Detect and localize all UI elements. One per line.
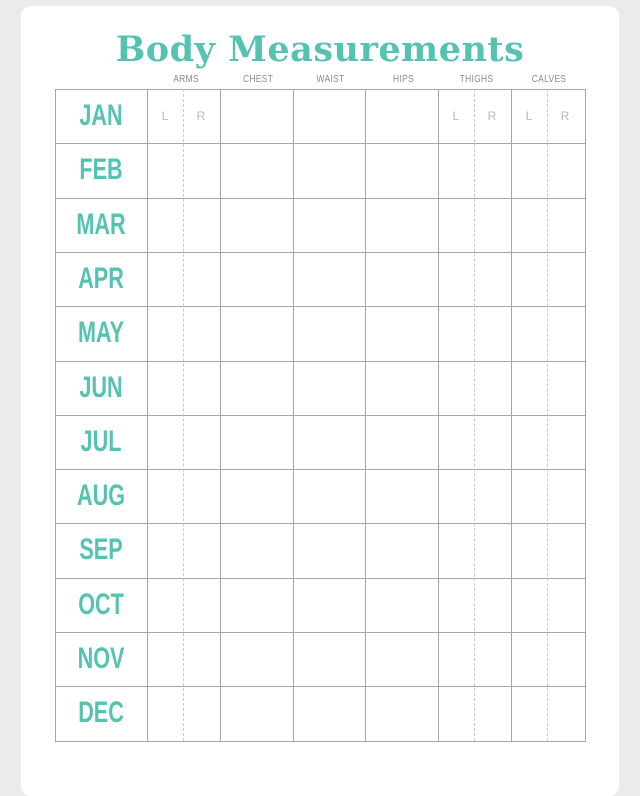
month-label: SEP <box>79 533 123 566</box>
column-header-arms: ARMS <box>173 74 199 85</box>
grid-column-line <box>293 89 294 742</box>
grid-row-line <box>55 741 585 742</box>
month-label: OCT <box>78 588 124 621</box>
grid-column-line <box>511 89 512 742</box>
measurement-sheet <box>21 6 619 796</box>
grid-row-line <box>55 361 585 362</box>
grid-row-line <box>55 198 585 199</box>
month-label: FEB <box>79 153 123 186</box>
grid-row-line <box>55 306 585 307</box>
month-label: AUG <box>76 479 125 512</box>
right-side-marker: R <box>196 109 206 123</box>
column-header-waist: WAIST <box>316 74 345 85</box>
month-label: JUL <box>80 425 122 458</box>
right-side-marker: R <box>560 109 570 123</box>
grid-row-line <box>55 252 585 253</box>
month-label: JAN <box>79 99 123 132</box>
grid-row-line <box>55 632 585 633</box>
grid-column-line <box>365 89 366 742</box>
grid-column-line <box>438 89 439 742</box>
grid-split-line <box>183 89 184 741</box>
grid-column-line <box>585 89 586 742</box>
grid-split-line <box>547 89 548 741</box>
page-title: Body Measurements <box>115 29 525 70</box>
month-label: NOV <box>77 642 125 675</box>
grid-column-line <box>147 89 148 742</box>
right-side-marker: R <box>487 109 497 123</box>
left-side-marker: L <box>161 109 169 123</box>
grid-column-line <box>220 89 221 742</box>
left-side-marker: L <box>525 109 533 123</box>
column-header-chest: CHEST <box>242 74 274 85</box>
column-header-thighs: THIGHS <box>459 74 494 85</box>
month-label: MAR <box>76 208 126 241</box>
grid-row-line <box>55 415 585 416</box>
column-header-hips: HIPS <box>393 74 414 85</box>
grid-row-line <box>55 686 585 687</box>
month-label: MAY <box>77 316 125 349</box>
month-label: DEC <box>78 696 124 729</box>
month-label: APR <box>78 262 124 295</box>
grid-row-line <box>55 578 585 579</box>
grid-split-line <box>474 89 475 741</box>
grid-row-line <box>55 469 585 470</box>
measurement-table <box>55 89 585 741</box>
grid-row-line <box>55 143 585 144</box>
month-label: JUN <box>79 371 123 404</box>
grid-row-line <box>55 523 585 524</box>
left-side-marker: L <box>452 109 460 123</box>
grid-column-line <box>55 89 56 742</box>
column-header-calves: CALVES <box>531 74 567 85</box>
